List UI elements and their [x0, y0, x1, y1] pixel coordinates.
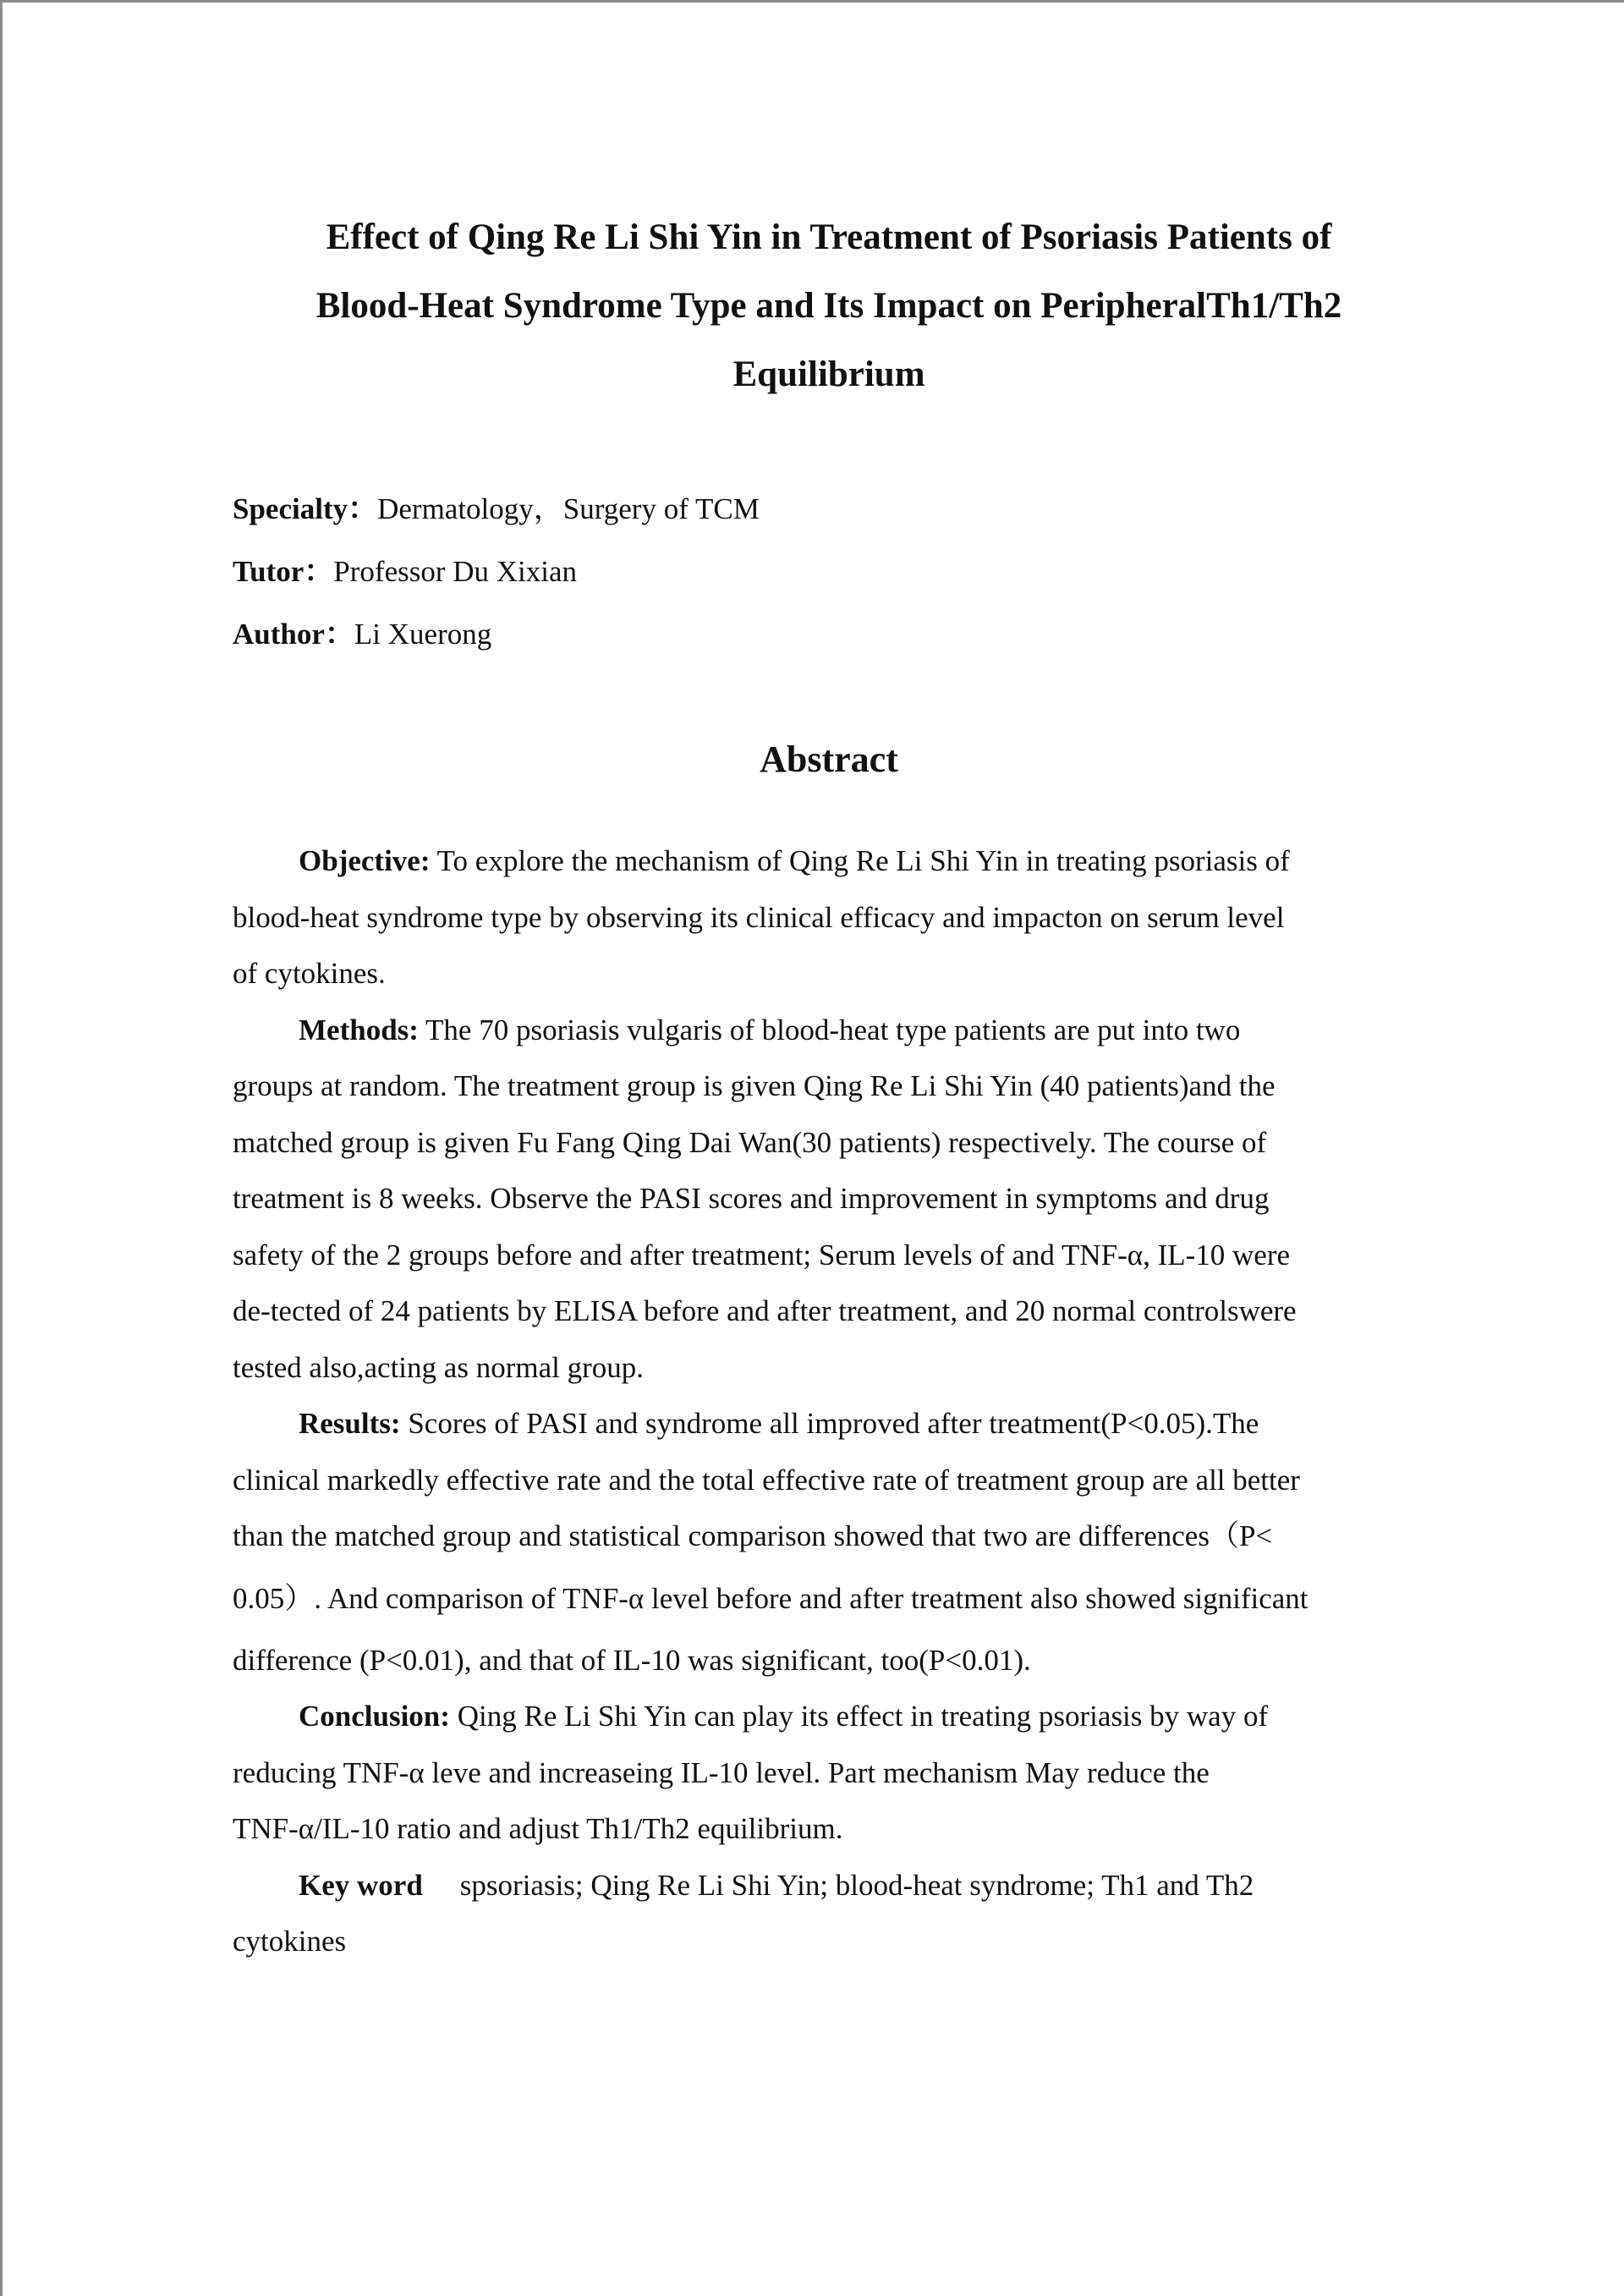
methods-paragraph-line: matched group is given Fu Fang Qing Dai Wan(30 patients) respectively. The course of	[233, 1125, 1267, 1159]
document-meta	[233, 478, 760, 666]
conclusion-paragraph-line: reducing TNF-α leve and increaseing IL-10 level. Part mechanism May reduce the	[233, 1755, 1210, 1789]
methods-paragraph-line: groups at random. The treatment group is given Qing Re Li Shi Yin (40 patients)and the	[233, 1069, 1276, 1102]
abstract-heading: Abstract	[760, 739, 898, 780]
specialty-value: Dermatology，Surgery of TCM	[377, 492, 760, 525]
methods-label: Methods:	[299, 1013, 419, 1046]
specialty-row	[233, 478, 760, 541]
conclusion-paragraph-line	[233, 1689, 1425, 1745]
results-paragraph-line: difference (P<0.01), and that of IL-10 was significant, too(P<0.01).	[233, 1643, 1031, 1677]
keywords-paragraph-line	[233, 1858, 1425, 1914]
results-text: Scores of PASI and syndrome all improved after treatment(P<0.05).The	[400, 1407, 1259, 1440]
tutor-label: Tutor：	[233, 555, 334, 588]
title-line: Effect of Qing Re Li Shi Yin in Treatment of Psoriasis Patients of	[326, 217, 1332, 257]
results-paragraph-line: 0.05）. And comparison of TNF-α level before and after treatment also showed significant	[233, 1581, 1309, 1615]
methods-paragraph-line	[233, 1002, 1425, 1059]
keywords-label: Key word	[299, 1868, 423, 1902]
objective-paragraph-line: of cytokines.	[233, 957, 386, 990]
author-label: Author：	[233, 618, 354, 651]
page-edge-left	[0, 0, 3, 2296]
abstract-body	[233, 833, 1425, 1970]
objective-paragraph-line	[233, 833, 1425, 890]
title-line: Equilibrium	[732, 354, 925, 394]
results-label: Results:	[299, 1407, 401, 1440]
objective-paragraph-line: blood-heat syndrome type by observing its clinical efficacy and impacton on serum level	[233, 900, 1285, 934]
results-paragraph-line	[233, 1396, 1425, 1453]
methods-paragraph-line: de-tected of 24 patients by ELISA before and after treatment, and 20 normal controlswere	[233, 1294, 1297, 1327]
page-edge-top	[0, 0, 1624, 3]
document-title	[233, 203, 1425, 409]
keywords-paragraph-line: cytokines	[233, 1925, 347, 1958]
keywords-text: spsoriasis; Qing Re Li Shi Yin; blood-heat syndrome; Th1 and Th2	[459, 1868, 1254, 1902]
conclusion-label: Conclusion:	[299, 1700, 450, 1733]
methods-paragraph-line: tested also,acting as normal group.	[233, 1350, 644, 1384]
conclusion-text: Qing Re Li Shi Yin can play its effect in treating psoriasis by way of	[449, 1700, 1269, 1733]
objective-label: Objective:	[299, 844, 431, 877]
author-value: Li Xuerong	[354, 618, 492, 651]
title-line: Blood-Heat Syndrome Type and Its Impact on PeripheralTh1/Th2	[315, 286, 1342, 326]
specialty-label: Specialty：	[233, 492, 378, 525]
author-row	[233, 603, 760, 666]
methods-paragraph-line: treatment is 8 weeks. Observe the PASI scores and improvement in symptoms and drug	[233, 1182, 1270, 1215]
methods-text: The 70 psoriasis vulgaris of blood-heat type patients are put into two	[418, 1013, 1241, 1046]
tutor-value: Professor Du Xixian	[333, 555, 578, 588]
results-paragraph-line: clinical markedly effective rate and the total effective rate of treatment group are all better	[233, 1463, 1300, 1497]
methods-paragraph-line: safety of the 2 groups before and after treatment; Serum levels of and TNF-α, IL-10 were	[233, 1238, 1291, 1272]
conclusion-paragraph-line: TNF-α/IL-10 ratio and adjust Th1/Th2 equilibrium.	[233, 1812, 843, 1845]
objective-text: To explore the mechanism of Qing Re Li Shi Yin in treating psoriasis of	[430, 844, 1290, 877]
tutor-row	[233, 541, 760, 603]
results-paragraph-line: than the matched group and statistical comparison showed that two are differences（P<	[233, 1519, 1273, 1552]
